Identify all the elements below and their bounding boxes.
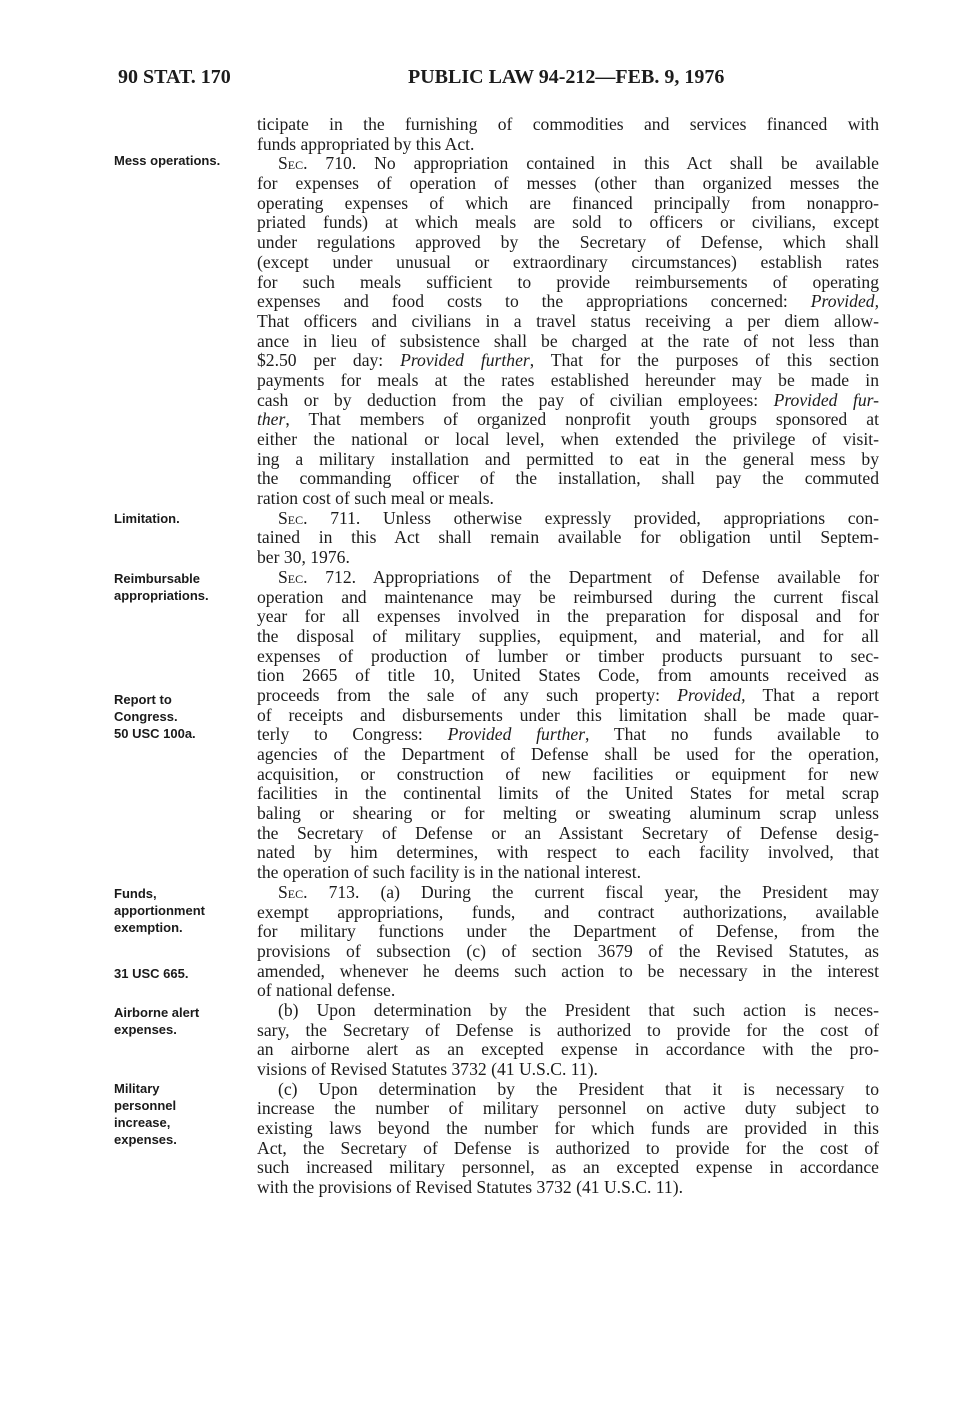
- margin-note-airborne-alert: Airborne alert expenses.: [114, 1005, 200, 1037]
- text-line: amended, whenever he deems such action to be necessary in the interest: [257, 960, 879, 981]
- margin-note-limitation: Limitation.: [114, 511, 180, 526]
- text-line: sary, the Secretary of Defense is authorized to provide for the cost of: [257, 1019, 879, 1040]
- section-710-line: Sec. 710. No appropriation contained in this Act shall be available: [278, 153, 879, 174]
- margin-note-report-to-congress: Report to Congress. 50 USC 100a.: [114, 692, 196, 741]
- text-line: That officers and civilians in a travel status receiving a per diem allow-: [257, 310, 879, 331]
- text-line: funds appropriated by this Act.: [257, 133, 475, 154]
- section-711-line: Sec. 711. Unless otherwise expressly provided, appropriations con-: [278, 507, 879, 528]
- page-header: [118, 66, 882, 92]
- text-line: increase the number of military personnel on active duty subject to: [257, 1098, 879, 1119]
- text-line: facilities in the continental limits of the United States for metal scrap: [257, 783, 879, 804]
- text-line: of national defense.: [257, 980, 396, 1001]
- text-line: (b) Upon determination by the President that such action is neces-: [278, 999, 879, 1020]
- text-line: ticipate in the furnishing of commodities and services financed with: [257, 114, 879, 134]
- text-line: an airborne alert as an excepted expense in accordance with the pro-: [257, 1039, 879, 1060]
- text-line: tained in this Act shall remain available for obligation until Septem-: [257, 527, 879, 548]
- text-line: existing laws beyond the number for which funds are provided in this: [257, 1118, 879, 1139]
- section-712-line: Sec. 712. Appropriations of the Department of Defense available for: [278, 566, 879, 587]
- text-line: acquisition, or construction of new facilities or equipment for new: [257, 763, 879, 784]
- text-line: year for all expenses involved in the preparation for disposal and for: [257, 606, 879, 627]
- text-line: $2.50 per day: Provided further, That for the purposes of this section: [257, 350, 879, 371]
- margin-note-military-personnel: Military personnel increase, expenses.: [114, 1081, 177, 1147]
- text-line: ration cost of such meal or meals.: [257, 488, 494, 509]
- text-line: tion 2665 of title 10, United States Code, from amounts received as: [257, 665, 879, 686]
- text-line: for military functions under the Department of Defense, from the: [257, 921, 879, 942]
- text-line: for expenses of operation of messes (other than organized messes the: [257, 173, 879, 194]
- text-line: nated by him determines, with respect to each facility involved, that: [257, 842, 879, 863]
- text-line: the commanding officer of the installation, shall pay the commuted: [257, 468, 879, 489]
- text-line: agencies of the Department of Defense shall be used for the operation,: [257, 744, 879, 764]
- margin-note-31-usc-665: 31 USC 665.: [114, 966, 189, 981]
- margin-note-funds-exemption: Funds, apportionment exemption.: [114, 886, 205, 935]
- text-line: operating expenses of which are financed principally from nonappro-: [257, 192, 879, 213]
- text-line: under regulations approved by the Secretary of Defense, which shall: [257, 232, 879, 253]
- text-line: cash or by deduction from the pay of civilian employees: Provided fur-: [257, 389, 879, 410]
- text-line: ing a military installation and permitted to eat in the general mess by: [257, 448, 879, 469]
- text-line: visions of Revised Statutes 3732 (41 U.S.C. 11).: [257, 1059, 598, 1079]
- text-line: ber 30, 1976.: [257, 547, 350, 568]
- text-line: the operation of such facility is in the national interest.: [257, 862, 642, 883]
- margin-note-reimbursable: Reimbursable appropriations.: [114, 571, 209, 603]
- text-line: payments for meals at the rates established hereunder may be made in: [257, 369, 879, 390]
- text-line: ance in lieu of subsistence shall be charged at the rate of not less than: [257, 330, 879, 351]
- section-713-line: Sec. 713. (a) During the current fiscal year, the President may: [278, 881, 879, 902]
- text-line: provisions of subsection (c) of section 3679 of the Revised Statutes, as: [257, 940, 879, 961]
- text-line: priated funds) at which meals are sold to officers or civilians, except: [257, 212, 879, 233]
- text-line: terly to Congress: Provided further, That no funds available to: [257, 724, 880, 745]
- text-line: ther, That members of organized nonprofit youth groups sponsored at: [257, 409, 879, 430]
- text-line: (except under unusual or extraordinary circumstances) establish rates: [257, 251, 879, 272]
- text-line: the disposal of military supplies, equipment, and material, and for all: [257, 625, 879, 646]
- text-line: expenses and food costs to the appropriations concerned: Provided,: [257, 291, 879, 312]
- text-line: baling or shearing or for melting or sweating aluminum scrap unless: [257, 803, 879, 824]
- text-line: the Secretary of Defense or an Assistant Secretary of Defense desig-: [257, 822, 879, 843]
- text-line: either the national or local level, when extended the privilege of visit-: [257, 429, 879, 449]
- text-line: of receipts and disbursements under this limitation shall be made quar-: [257, 704, 879, 725]
- text-line: (c) Upon determination by the President that it is necessary to: [278, 1078, 879, 1099]
- text-line: proceeds from the sale of any such property: Provided, That a report: [257, 684, 880, 705]
- text-line: expenses of production of lumber or timber products pursuant to sec-: [257, 645, 879, 666]
- text-line: exempt appropriations, funds, and contract authorizations, available: [257, 901, 879, 922]
- text-line: with the provisions of Revised Statutes 3732 (41 U.S.C. 11).: [257, 1177, 683, 1198]
- stat-page-number: 90 STAT. 170: [118, 66, 231, 88]
- statute-body: [257, 115, 879, 1198]
- text-line: Act, the Secretary of Defense is authorized to provide for the cost of: [257, 1137, 879, 1158]
- public-law-title: PUBLIC LAW 94-212—FEB. 9, 1976: [408, 66, 725, 88]
- margin-note-mess-operations: Mess operations.: [114, 153, 221, 168]
- text-line: such increased military personnel, as an excepted expense in accordance: [257, 1157, 879, 1178]
- text-line: for such meals sufficient to provide reimbursements of operating: [257, 271, 879, 292]
- text-line: operation and maintenance may be reimbursed during the current fiscal: [257, 586, 879, 607]
